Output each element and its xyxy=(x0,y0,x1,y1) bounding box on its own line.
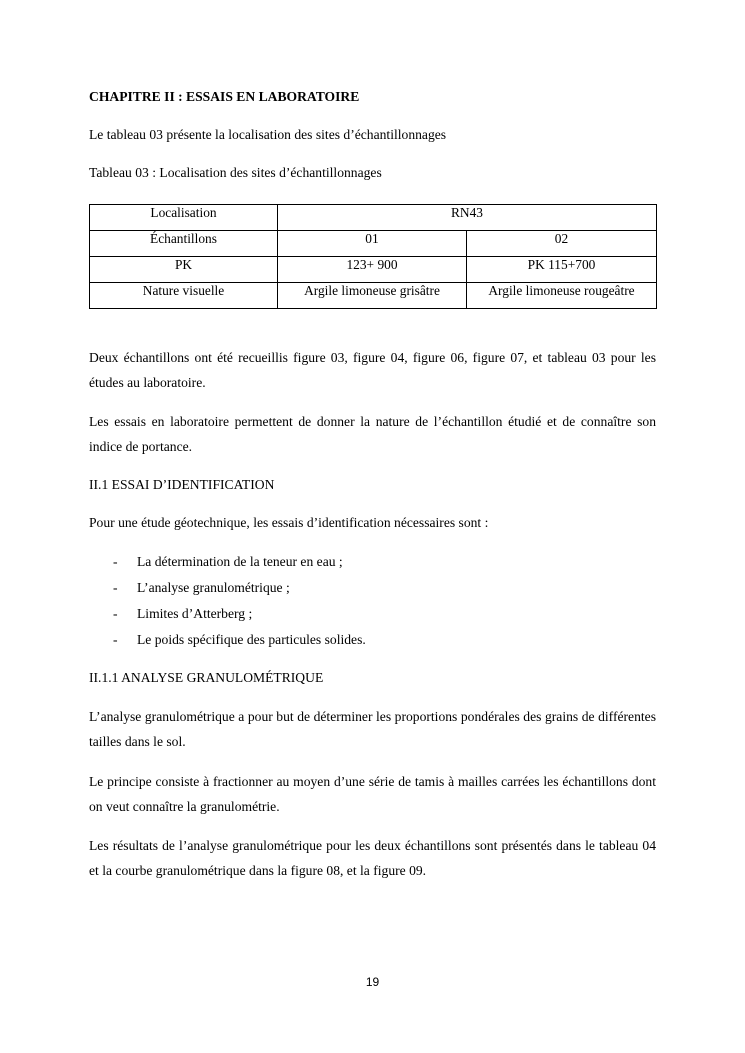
row-label-pk: PK xyxy=(90,257,278,283)
intro-line: Le tableau 03 présente la localisation des sites d’échantillonnages xyxy=(89,127,447,142)
list-item xyxy=(113,552,366,578)
sample-1-id: 01 xyxy=(278,231,467,257)
bullet-marker: - xyxy=(113,606,118,621)
sample-2-id: 02 xyxy=(467,231,657,257)
sample-2-pk: PK 115+700 xyxy=(467,257,657,283)
row-label-localisation: Localisation xyxy=(90,205,278,231)
page-number: 19 xyxy=(365,975,380,989)
table-row xyxy=(90,283,657,309)
paragraph-results: Les résultats de l’analyse granulométrique pour les deux échantillons sont présentés dans le tableau 04 et la courbe granulométrique dans la figure 08, et la figure 09. xyxy=(89,838,656,878)
list-item-text: L’analyse granulométrique ; xyxy=(137,580,290,595)
row-label-nature: Nature visuelle xyxy=(90,283,278,309)
sample-1-pk: 123+ 900 xyxy=(278,257,467,283)
table-row xyxy=(90,205,657,231)
bullet-marker: - xyxy=(113,580,118,595)
sampling-sites-table xyxy=(89,204,657,309)
list-item xyxy=(113,578,366,604)
list-item-text: La détermination de la teneur en eau ; xyxy=(137,554,343,569)
subsection-heading: II.1.1 ANALYSE GRANULOMÉTRIQUE xyxy=(89,670,324,685)
bullet-marker: - xyxy=(113,554,118,569)
localisation-value: RN43 xyxy=(278,205,657,231)
table-row xyxy=(90,231,657,257)
bullet-marker: - xyxy=(113,632,118,647)
sample-1-nature: Argile limoneuse grisâtre xyxy=(278,283,467,309)
section-heading: II.1 ESSAI D’IDENTIFICATION xyxy=(89,477,275,492)
paragraph-lab-tests: Les essais en laboratoire permettent de donner la nature de l’échantillon étudié et de connaître son indice de portance. xyxy=(89,414,656,454)
row-label-echantillons: Échantillons xyxy=(90,231,278,257)
chapter-title: CHAPITRE II : ESSAIS EN LABORATOIRE xyxy=(89,89,360,104)
paragraph-samples: Deux échantillons ont été recueillis figure 03, figure 04, figure 06, figure 07, et tableau 03 pour les études au laboratoire. xyxy=(89,350,656,390)
paragraph-principle: Le principe consiste à fractionner au moyen d’une série de tamis à mailles carrées les échantillons dont on veut connaître la granulométrie. xyxy=(89,774,656,814)
paragraph-granulometry-goal: L’analyse granulométrique a pour but de déterminer les proportions pondérales des grains de différentes tailles dans le sol. xyxy=(89,709,656,749)
list-item xyxy=(113,630,366,656)
sample-2-nature: Argile limoneuse rougeâtre xyxy=(467,283,657,309)
table-row xyxy=(90,257,657,283)
table-caption: Tableau 03 : Localisation des sites d’échantillonnages xyxy=(89,165,382,180)
paragraph-identification: Pour une étude géotechnique, les essais d’identification nécessaires sont : xyxy=(89,515,489,530)
list-item xyxy=(113,604,366,630)
list-item-text: Limites d’Atterberg ; xyxy=(137,606,253,621)
identification-tests-list xyxy=(113,552,366,656)
list-item-text: Le poids spécifique des particules solides. xyxy=(137,632,366,647)
